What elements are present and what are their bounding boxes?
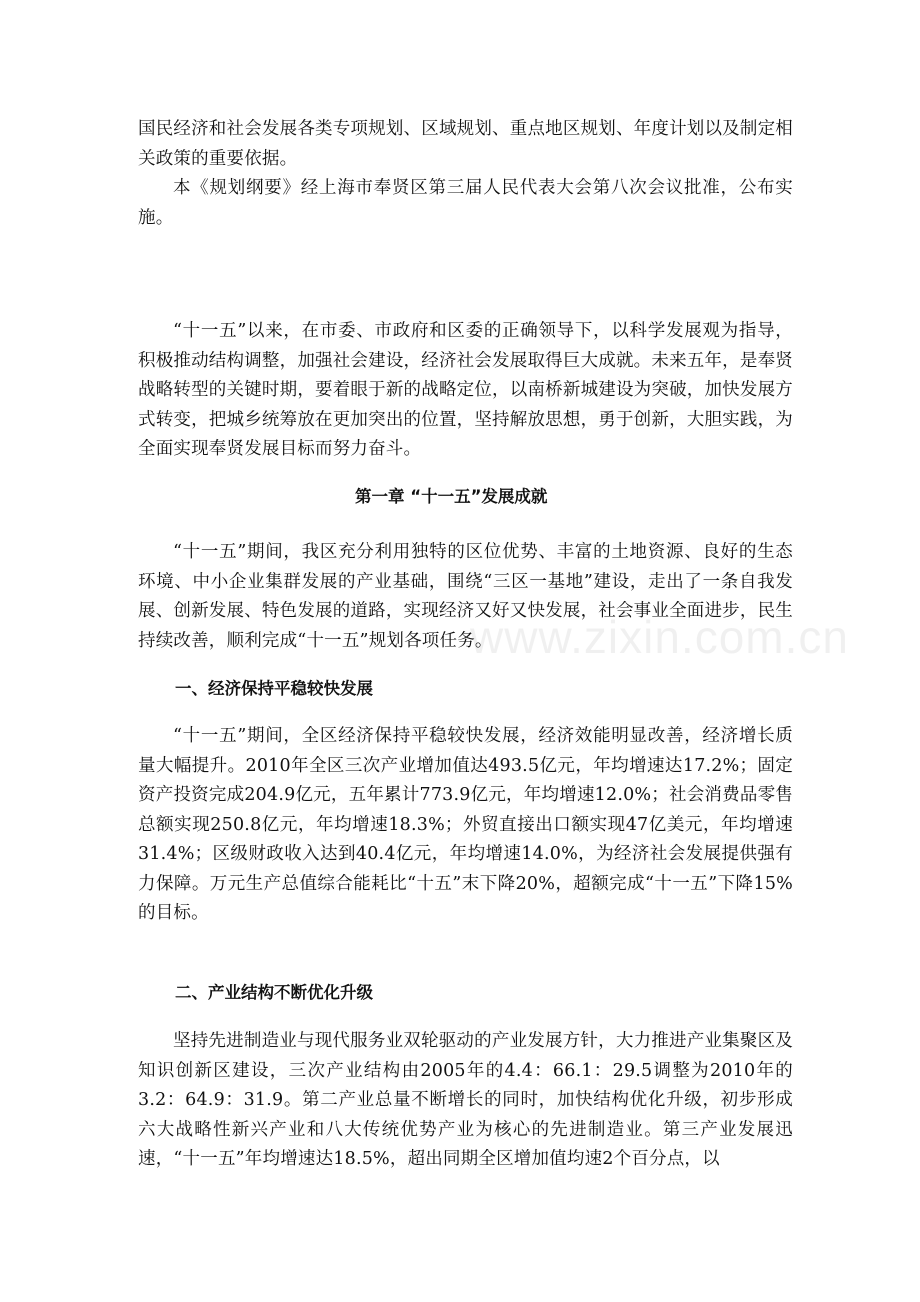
chapter-heading: 第一章 “十一五”发展成就 — [355, 487, 548, 506]
section-heading-industry: 二、产业结构不断优化升级 — [175, 983, 373, 1002]
watermark: www.zixin.com.cn — [470, 611, 849, 663]
paragraph-economy: “十一五”期间，全区经济保持平稳较快发展，经济效能明显改善，经济增长质量大幅提升。2010年全区三次产业增加值达493.5亿元，年均增速达17.2%；固定资产投资完成204.9亿元，五年累计773.9亿元，年均增速12.0%；社会消费品零售总额实现250.8亿元，年均增速18.3%；外贸直接出口额实现47亿美元，年均增速31.4%；区级财政收入达到40.4亿元，年均增速14.0%，为经济社会发展提供强有力保障。万元生产总值综合能耗比“十五”末下降20%，超额完成“十一五”下降15%的目标。 — [138, 726, 793, 923]
paragraph-industry: 坚持先进制造业与现代服务业双轮驱动的产业发展方针，大力推进产业集聚区及知识创新区建设，三次产业结构由2005年的4.4：66.1：29.5调整为2010年的3.2：64.9：31.9。第二产业总量不断增长的同时，加快结构优化升级，初步形成六大战略性新兴产业和八大传统优势产业为核心的先进制造业。第三产业发展迅速，“十一五”年均增速达18.5%，超出同期全区增加值均速2个百分点，以 — [138, 1031, 793, 1169]
paragraph-intro: “十一五”以来，在市委、市政府和区委的正确领导下，以科学发展观为指导，积极推动结构调整，加强社会建设，经济社会发展取得巨大成就。未来五年，是奉贤战略转型的关键时期，要着眼于新的战略定位，以南桥新城建设为突破，加快发展方式转变，把城乡统筹放在更加突出的位置，坚持解放思想，勇于创新，大胆实践，为全面实现奉贤发展目标而努力奋斗。 — [138, 321, 793, 459]
paragraph-approval: 本《规划纲要》经上海市奉贤区第三届人民代表大会第八次会议批准，公布实施。 — [138, 178, 793, 228]
paragraph-continuation: 国民经济和社会发展各类专项规划、区域规划、重点地区规划、年度计划以及制定相关政策的重要依据。 — [138, 119, 793, 169]
paragraph-chapter-summary: “十一五”期间，我区充分利用独特的区位优势、丰富的土地资源、良好的生态环境、中小企业集群发展的产业基础，围绕“三区一基地”建设，走出了一条自我发展、创新发展、特色发展的道路，实现经济又好又快发展，社会事业全面进步，民生持续改善，顺利完成“十一五”规划各项任务。 — [138, 542, 793, 651]
section-heading-economy: 一、经济保持平稳较快发展 — [175, 679, 373, 698]
